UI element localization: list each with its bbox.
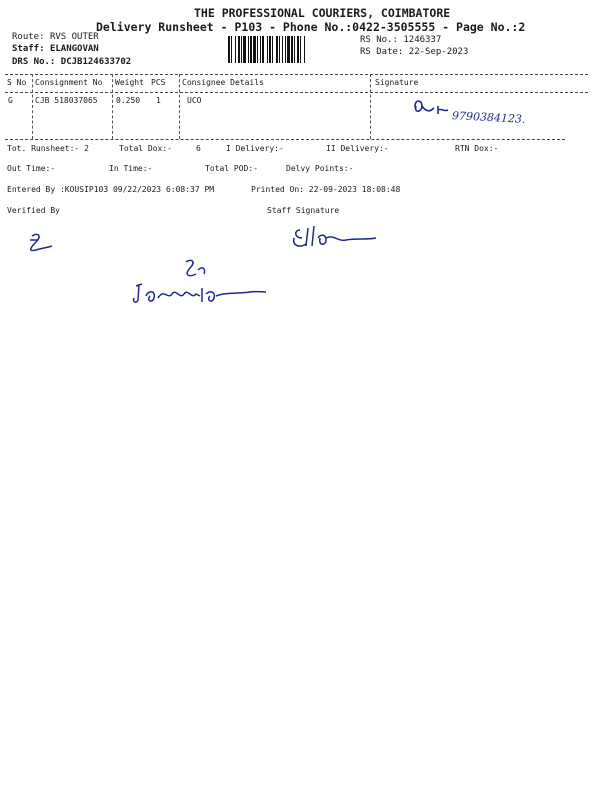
entered-by: Entered By :KOUSIP103 09/22/2023 6:08:37 PM [7,185,215,194]
total-dox-label: Total Dox:- [119,144,172,153]
col-pcs: PCS [151,78,166,87]
runsheet-subtitle: Delivery Runsheet - P103 - Phone No.:0422-3505555 - Page No.:2 [96,20,526,34]
rtn-dox: RTN Dox:- [455,144,499,153]
drs-field [12,57,131,67]
rs-date-value: 22-Sep-2023 [408,47,469,57]
cell-weight: 0.250 [116,96,141,105]
barcode [228,36,336,63]
staff-signature [290,224,382,256]
staff-label: Staff: [12,44,45,54]
rs-no-value: 1246337 [403,35,442,45]
route-field [12,32,99,42]
table-top-rule [5,74,588,75]
table-col-divider [370,74,371,139]
company-name: THE PROFESSIONAL COURIERS, COIMBATORE [194,6,451,20]
handwritten-phone: 9790384123. [451,109,526,126]
col-signature: Signature [375,78,419,87]
table-header-rule [5,92,588,93]
route-value: RVS OUTER [49,32,99,42]
out-time: Out Time:- [7,164,56,173]
table-col-divider [32,74,33,139]
col-sno: S No [7,78,27,87]
cell-pcs: 1 [156,96,161,105]
i-delivery: I Delivery:- [226,144,284,153]
receiver-signature [130,280,270,308]
delvy-points: Delvy Points:- [286,164,354,173]
printed-on: Printed On: 22-09-2023 18:08:48 [251,185,401,194]
verified-by-label: Verified By [7,206,60,215]
in-time: In Time:- [109,164,153,173]
drs-label: DRS No.: [12,57,56,67]
table-col-divider [179,74,180,139]
verified-by-signature [22,228,58,258]
ii-delivery: II Delivery:- [326,144,389,153]
staff-field [12,44,99,54]
tot-runsheet: Tot. Runsheet:- 2 [7,144,89,153]
col-weight: Weight [115,78,144,87]
cell-consignment: CJB 518037065 [35,96,98,105]
initial-signature [180,256,210,280]
col-consignee: Consignee Details [182,78,264,87]
rs-date-label: RS Date: [360,47,404,57]
table-bottom-rule [5,139,565,140]
route-label: Route: [12,32,45,42]
table-col-divider [112,74,113,139]
total-pod: Total POD:- [205,164,258,173]
staff-signature-label: Staff Signature [267,206,340,215]
total-dox-value: 6 [196,144,201,153]
col-consignment: Consignment No [35,78,103,87]
cell-sno: G [8,96,13,105]
drs-value: DCJB124633702 [60,57,132,67]
rs-no-field [360,35,441,45]
cell-consignee: UCO [187,96,202,105]
rs-date-field [360,47,468,57]
staff-value: ELANGOVAN [49,44,99,54]
rs-no-label: RS No.: [360,35,398,45]
